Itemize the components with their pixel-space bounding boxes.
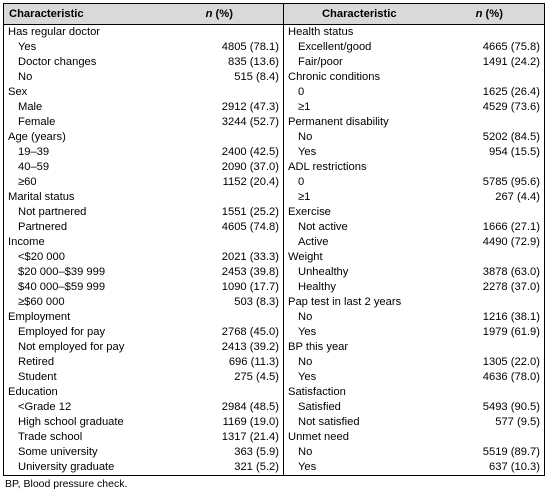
value-cell: 5519 (89.7) xyxy=(435,445,545,460)
header-n-percent-left xyxy=(156,4,284,25)
value-cell: 2912 (47.3) xyxy=(156,100,284,115)
value-cell: 1152 (20.4) xyxy=(156,175,284,190)
subcategory-label: Student xyxy=(4,370,156,385)
table-row xyxy=(4,115,545,130)
subcategory-label: ≥1 xyxy=(298,191,311,203)
subcategory-label: University graduate xyxy=(4,460,156,476)
header-n-percent-right xyxy=(435,4,545,25)
value-cell: 3244 (52.7) xyxy=(156,115,284,130)
table-row xyxy=(4,70,545,85)
table-row xyxy=(4,325,545,340)
table-row xyxy=(4,400,545,415)
value-cell: 5785 (95.6) xyxy=(435,175,545,190)
header-characteristic-right: Characteristic xyxy=(284,4,435,25)
value-cell xyxy=(156,85,284,100)
table-row xyxy=(4,220,545,235)
value-cell: 2400 (42.5) xyxy=(156,145,284,160)
table-row xyxy=(4,370,545,385)
table-row xyxy=(4,40,545,55)
subcategory-label: Excellent/good xyxy=(298,41,372,53)
category-label: Education xyxy=(4,385,156,400)
value-cell: 2984 (48.5) xyxy=(156,400,284,415)
subcategory-label: Healthy xyxy=(298,281,336,293)
category-label: Unmet need xyxy=(288,431,349,443)
table-row xyxy=(4,265,545,280)
table-row xyxy=(4,205,545,220)
subcategory-label: 40–59 xyxy=(4,160,156,175)
header-row xyxy=(4,4,545,25)
category-label: ADL restrictions xyxy=(288,161,367,173)
value-cell: 1090 (17.7) xyxy=(156,280,284,295)
value-cell: 2413 (39.2) xyxy=(156,340,284,355)
table-row xyxy=(4,145,545,160)
value-cell xyxy=(435,115,545,130)
value-cell xyxy=(435,340,545,355)
value-cell: 363 (5.9) xyxy=(156,445,284,460)
subcategory-label: Female xyxy=(4,115,156,130)
category-label: Employment xyxy=(4,310,156,325)
subcategory-label: Active xyxy=(298,236,329,248)
subcategory-label: 0 xyxy=(298,176,305,188)
table-row xyxy=(4,430,545,445)
value-cell xyxy=(435,430,545,445)
subcategory-label: $20 000–$39 999 xyxy=(4,265,156,280)
category-label: Sex xyxy=(4,85,156,100)
value-cell xyxy=(435,25,545,41)
subcategory-label: No xyxy=(298,446,313,458)
category-label: Income xyxy=(4,235,156,250)
value-cell: 4605 (74.8) xyxy=(156,220,284,235)
subcategory-label: ≥$60 000 xyxy=(4,295,156,310)
table-row xyxy=(4,460,545,476)
value-cell: 835 (13.6) xyxy=(156,55,284,70)
category-label: Marital status xyxy=(4,190,156,205)
subcategory-label: Not employed for pay xyxy=(4,340,156,355)
value-cell: 2453 (39.8) xyxy=(156,265,284,280)
subcategory-label: High school graduate xyxy=(4,415,156,430)
table-row xyxy=(4,190,545,205)
subcategory-label: Yes xyxy=(298,326,317,338)
subcategory-label: Not satisfied xyxy=(298,416,360,428)
value-cell: 2021 (33.3) xyxy=(156,250,284,265)
category-label: Permanent disability xyxy=(288,116,389,128)
value-cell: 954 (15.5) xyxy=(435,145,545,160)
header-n-right: n xyxy=(475,7,483,20)
value-cell: 4665 (75.8) xyxy=(435,40,545,55)
value-cell: 4529 (73.6) xyxy=(435,100,545,115)
subcategory-label: Employed for pay xyxy=(4,325,156,340)
value-cell: 3878 (63.0) xyxy=(435,265,545,280)
value-cell: 1551 (25.2) xyxy=(156,205,284,220)
table-row xyxy=(4,445,545,460)
subcategory-label: No xyxy=(4,70,156,85)
subcategory-label: Not active xyxy=(298,221,348,233)
category-label: Chronic conditions xyxy=(288,71,381,83)
value-cell xyxy=(435,385,545,400)
value-cell: 321 (5.2) xyxy=(156,460,284,476)
subcategory-label: ≥1 xyxy=(298,101,311,113)
value-cell: 1305 (22.0) xyxy=(435,355,545,370)
header-characteristic-left: Characteristic xyxy=(4,4,156,25)
category-label: Age (years) xyxy=(4,130,156,145)
table-row xyxy=(4,25,545,41)
subcategory-label: No xyxy=(298,131,313,143)
subcategory-label: Yes xyxy=(4,40,156,55)
table-footnote: BP, Blood pressure check. xyxy=(5,478,128,490)
subcategory-label: Satisfied xyxy=(298,401,341,413)
value-cell: 275 (4.5) xyxy=(156,370,284,385)
header-n-left: n xyxy=(205,7,213,20)
value-cell: 577 (9.5) xyxy=(435,415,545,430)
value-cell xyxy=(156,25,284,41)
value-cell xyxy=(156,235,284,250)
value-cell xyxy=(435,70,545,85)
value-cell: 696 (11.3) xyxy=(156,355,284,370)
table-row xyxy=(4,415,545,430)
characteristics-table-container xyxy=(3,3,544,476)
subcategory-label: $40 000–$59 999 xyxy=(4,280,156,295)
value-cell: 2278 (37.0) xyxy=(435,280,545,295)
value-cell: 4636 (78.0) xyxy=(435,370,545,385)
table-row xyxy=(4,355,545,370)
value-cell: 1216 (38.1) xyxy=(435,310,545,325)
table-row xyxy=(4,340,545,355)
subcategory-label: Some university xyxy=(4,445,156,460)
subcategory-label: Fair/poor xyxy=(298,56,343,68)
value-cell: 1979 (61.9) xyxy=(435,325,545,340)
value-cell: 515 (8.4) xyxy=(156,70,284,85)
table-header xyxy=(4,4,545,25)
characteristics-table xyxy=(3,3,545,476)
subcategory-label: Yes xyxy=(284,460,435,476)
table-row xyxy=(4,175,545,190)
table-row xyxy=(4,310,545,325)
category-label: Has regular doctor xyxy=(4,25,156,41)
subcategory-label: Doctor changes xyxy=(4,55,156,70)
subcategory-label: No xyxy=(298,356,313,368)
value-cell: 5493 (90.5) xyxy=(435,400,545,415)
value-cell: 4490 (72.9) xyxy=(435,235,545,250)
table-row xyxy=(4,130,545,145)
subcategory-label: Male xyxy=(4,100,156,115)
table-row xyxy=(4,55,545,70)
table-row xyxy=(4,280,545,295)
value-cell xyxy=(435,205,545,220)
subcategory-label: <$20 000 xyxy=(4,250,156,265)
value-cell xyxy=(156,190,284,205)
category-label: Exercise xyxy=(288,206,331,218)
header-pct-right: (%) xyxy=(482,7,503,20)
table-body xyxy=(4,25,545,476)
table-row xyxy=(4,385,545,400)
value-cell xyxy=(156,385,284,400)
header-pct-left: (%) xyxy=(212,7,233,20)
table-row xyxy=(4,85,545,100)
table-row xyxy=(4,250,545,265)
value-cell: 1317 (21.4) xyxy=(156,430,284,445)
subcategory-label: <Grade 12 xyxy=(4,400,156,415)
subcategory-label: Yes xyxy=(298,146,317,158)
value-cell: 503 (8.3) xyxy=(156,295,284,310)
category-label: Pap test in last 2 years xyxy=(288,296,402,308)
table-row xyxy=(4,160,545,175)
subcategory-label: Partnered xyxy=(4,220,156,235)
table-row xyxy=(4,295,545,310)
subcategory-label: No xyxy=(298,311,313,323)
value-cell: 1625 (26.4) xyxy=(435,85,545,100)
value-cell xyxy=(435,160,545,175)
category-label: Satisfaction xyxy=(288,386,346,398)
subcategory-label: Retired xyxy=(4,355,156,370)
subcategory-label: Not partnered xyxy=(4,205,156,220)
value-cell: 5202 (84.5) xyxy=(435,130,545,145)
table-row xyxy=(4,100,545,115)
value-cell: 2090 (37.0) xyxy=(156,160,284,175)
value-cell: 1169 (19.0) xyxy=(156,415,284,430)
table-row xyxy=(4,235,545,250)
value-cell xyxy=(435,295,545,310)
category-label: Weight xyxy=(288,251,323,263)
category-label: Health status xyxy=(288,26,354,38)
value-cell: 1491 (24.2) xyxy=(435,55,545,70)
value-cell xyxy=(156,310,284,325)
subcategory-label: Unhealthy xyxy=(298,266,349,278)
subcategory-label: Yes xyxy=(298,371,317,383)
subcategory-label: ≥60 xyxy=(4,175,156,190)
value-cell: 2768 (45.0) xyxy=(156,325,284,340)
value-cell xyxy=(156,130,284,145)
subcategory-label: 0 xyxy=(298,86,305,98)
value-cell xyxy=(435,250,545,265)
subcategory-label: Trade school xyxy=(4,430,156,445)
value-cell: 1666 (27.1) xyxy=(435,220,545,235)
value-cell: 267 (4.4) xyxy=(435,190,545,205)
subcategory-label: 19–39 xyxy=(4,145,156,160)
value-cell: 637 (10.3) xyxy=(435,460,545,476)
category-label: BP this year xyxy=(288,341,349,353)
value-cell: 4805 (78.1) xyxy=(156,40,284,55)
